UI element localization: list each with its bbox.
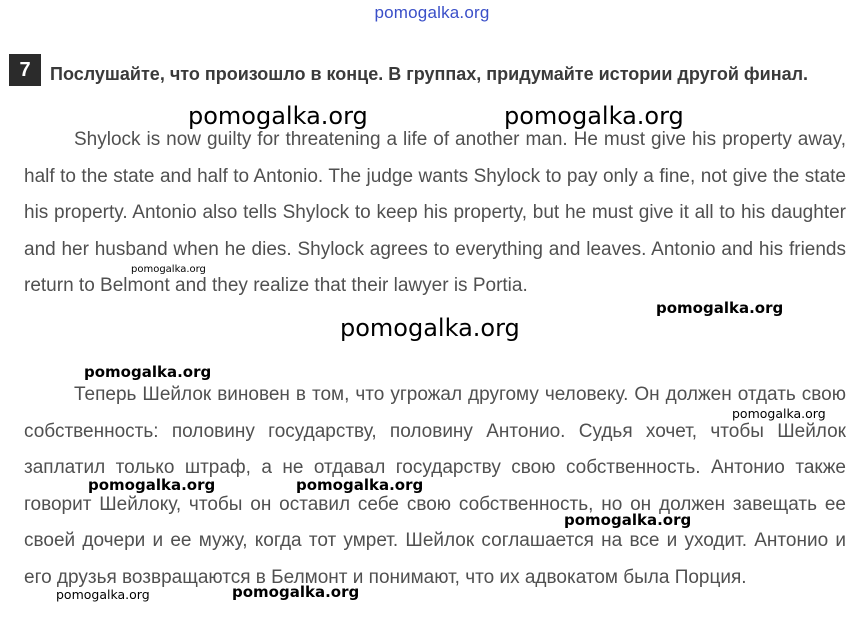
english-paragraph [24, 122, 846, 305]
watermark: pomogalka.org [504, 102, 684, 130]
watermark: pomogalka.org [131, 264, 206, 275]
watermark: pomogalka.org [340, 314, 520, 342]
watermark: pomogalka.org [296, 476, 424, 494]
watermark: pomogalka.org [88, 476, 216, 494]
task-number-badge: 7 [9, 54, 41, 86]
watermark: pomogalka.org [56, 587, 150, 602]
watermark: pomogalka.org [656, 299, 784, 317]
site-link[interactable]: pomogalka.org [374, 3, 490, 22]
task-heading: Послушайте, что произошло в конце. В группах, придумайте истории другой финал. [50, 64, 809, 84]
watermark: pomogalka.org [188, 102, 368, 130]
watermark: pomogalka.org [232, 583, 360, 601]
watermark: pomogalka.org [84, 363, 212, 381]
watermark: pomogalka.org [564, 511, 692, 529]
russian-text: Теперь Шейлок виновен в том, что угрожал другому человеку. Он должен отдать свою собственность: половину государству, половину Антонио. Судья хочет, чтобы Шейлок заплатил только штраф, а не отдавал государству свою собственность. Антонио также говорит Шейлоку, чтобы он оставил себе свою собственность, но он должен завещать ее своей дочери и ее мужу, когда тот умрет. Шейлок соглашается на все и уходит. Антонио и его друзья возвращаются в Белмонт и понимают, что их адвокатом была Порция. [24, 384, 846, 588]
english-text: Shylock is now guilty for threatening a life of another man. He must give his property away, half to the state and half to Antonio. The judge wants Shylock to pay only a fine, not give the state his property. Antonio also tells Shylock to keep his property, but he must give it all to his daughter and her husband when he dies. Shylock agrees to everything and leaves. Antonio and his friends return to Belmont and they realize that their lawyer is Portia. [24, 129, 846, 296]
watermark: pomogalka.org [732, 406, 826, 421]
